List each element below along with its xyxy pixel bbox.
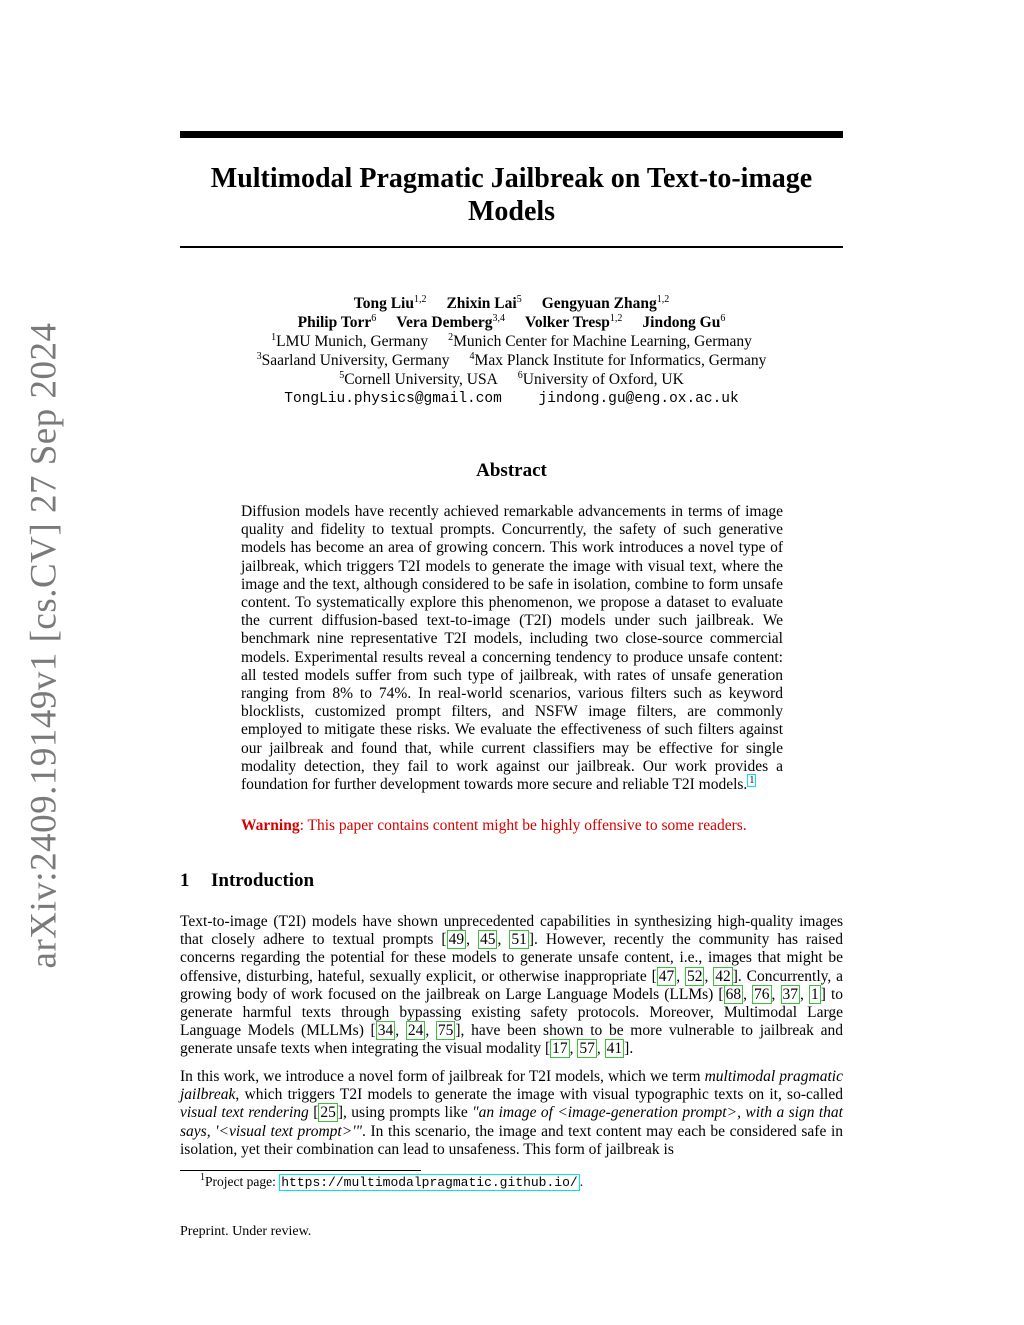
citation-link[interactable]: 57 bbox=[579, 1040, 595, 1058]
author-name-text: Gengyuan Zhang bbox=[541, 295, 657, 312]
footnote-mark: 1 bbox=[200, 1172, 205, 1183]
paragraph-text: In this work, we introduce a novel form of jailbreak for T2I models, which we term bbox=[180, 1068, 705, 1085]
affiliation bbox=[518, 371, 684, 388]
author-name-text: Vera Demberg bbox=[396, 314, 493, 331]
author-affiliation-mark: 6 bbox=[720, 313, 726, 324]
abstract-body bbox=[241, 503, 783, 794]
affiliation bbox=[271, 333, 428, 350]
affiliation-row bbox=[180, 370, 843, 389]
citation-link[interactable]: 17 bbox=[552, 1040, 568, 1058]
emails bbox=[180, 390, 843, 409]
affiliation-mark: 6 bbox=[517, 370, 523, 381]
affiliation-name: Max Planck Institute for Informatics, Germany bbox=[474, 352, 767, 369]
author-affiliation-mark: 6 bbox=[371, 313, 377, 324]
paragraph-text: , bbox=[466, 931, 478, 949]
paragraph-text: , bbox=[704, 967, 714, 985]
emphasis-text: multimodal pragmatic jailbreak bbox=[180, 1068, 843, 1104]
section-heading bbox=[180, 870, 843, 892]
footnote-rule bbox=[180, 1170, 421, 1171]
preprint-note: Preprint. Under review. bbox=[180, 1224, 312, 1239]
author-name bbox=[525, 314, 622, 331]
affiliation-mark: 2 bbox=[448, 332, 454, 343]
citation-link[interactable]: 52 bbox=[686, 967, 703, 985]
title-top-rule bbox=[180, 131, 843, 138]
affiliation-name: Munich Center for Machine Learning, Germany bbox=[453, 333, 752, 350]
title-line-1: Multimodal Pragmatic Jailbreak on Text-to-image bbox=[210, 163, 813, 194]
affiliation-mark: 4 bbox=[469, 351, 475, 362]
author-affiliation-mark: 1,2 bbox=[609, 313, 623, 324]
author-name bbox=[354, 295, 427, 312]
paragraph-text: , bbox=[596, 1040, 605, 1058]
author-name bbox=[642, 314, 725, 331]
title-line-2: Models bbox=[467, 196, 556, 227]
paragraph-text: Text-to-image (T2I) models have shown unprecedented capabilities in synthesizing high-quality images that closely adhere to textual prompts [ bbox=[180, 913, 843, 949]
citation-link[interactable]: 75 bbox=[437, 1022, 454, 1040]
content-warning bbox=[241, 817, 801, 835]
affiliation-row bbox=[180, 351, 843, 370]
citation-link[interactable]: 41 bbox=[606, 1040, 623, 1058]
footnote bbox=[200, 1174, 583, 1190]
affiliation-mark: 5 bbox=[339, 370, 345, 381]
citation-link[interactable]: 37 bbox=[782, 985, 799, 1003]
author-affiliation-mark: 1,2 bbox=[656, 294, 670, 305]
author-affiliation-mark: 3,4 bbox=[492, 313, 506, 324]
author-name bbox=[396, 314, 505, 331]
author-name-text: Volker Tresp bbox=[525, 314, 610, 331]
citation-link[interactable]: 34 bbox=[377, 1022, 394, 1040]
warning-label: Warning bbox=[241, 817, 300, 834]
paragraph-text: , bbox=[800, 985, 809, 1003]
citation-link[interactable]: 49 bbox=[448, 931, 465, 949]
affiliation bbox=[470, 352, 767, 369]
section-title: Introduction bbox=[211, 870, 315, 891]
authors-row-1 bbox=[180, 294, 843, 313]
paragraph-text: , bbox=[425, 1022, 436, 1040]
paragraph-text: ], have been shown to be more vulnerable to jailbreak and generate unsafe texts when integrating the visual modality [ bbox=[180, 1022, 844, 1058]
paragraph-text: , bbox=[395, 1022, 406, 1040]
author-name-text: Jindong Gu bbox=[642, 314, 721, 331]
author-block bbox=[180, 294, 843, 409]
affiliation-row bbox=[180, 332, 843, 351]
paragraph-text: ], using prompts like bbox=[337, 1104, 473, 1122]
paragraph-text: ]. Concurrently, a growing body of work focused on the jailbreak on Large Language Models (LLMs) [ bbox=[180, 967, 844, 1003]
citation-link[interactable]: 25 bbox=[320, 1104, 336, 1122]
citation-link[interactable]: 47 bbox=[658, 967, 675, 985]
author-name bbox=[542, 295, 670, 312]
affiliation-name: Saarland University, Germany bbox=[261, 352, 450, 369]
paragraph-text: , bbox=[497, 931, 510, 949]
warning-text: : This paper contains content might be highly offensive to some readers. bbox=[299, 817, 747, 834]
affiliation-mark: 3 bbox=[256, 351, 262, 362]
paragraph-text: , bbox=[771, 985, 781, 1003]
paper-title bbox=[180, 162, 843, 228]
affiliation-name: Cornell University, USA bbox=[344, 371, 498, 388]
footnote-end: . bbox=[579, 1174, 584, 1189]
footnote-label: Project page: bbox=[205, 1174, 280, 1189]
paragraph-text: , bbox=[743, 985, 753, 1003]
citation-link[interactable]: 51 bbox=[511, 931, 527, 949]
emphasis-text: "an image of <image-generation prompt>, with a sign that says, '<visual text prompt>'" bbox=[180, 1104, 843, 1140]
arxiv-identifier: arXiv:2409.19149v1 [cs.CV] 27 Sep 2024 bbox=[23, 322, 65, 968]
author-name-text: Philip Torr bbox=[297, 314, 372, 331]
paragraph-text: [ bbox=[308, 1104, 319, 1122]
affiliation-mark: 1 bbox=[271, 332, 277, 343]
project-page-link[interactable]: https://multimodalpragmatic.github.io/ bbox=[281, 1175, 578, 1190]
affiliation-name: LMU Munich, Germany bbox=[276, 333, 429, 350]
intro-paragraph-1 bbox=[180, 913, 843, 1059]
citation-link[interactable]: 42 bbox=[715, 967, 731, 985]
author-affiliation-mark: 1,2 bbox=[413, 294, 427, 305]
paragraph-text: , which triggers T2I models to generate the image with visual typographic texts on it, so-called bbox=[235, 1086, 843, 1104]
affiliation bbox=[339, 371, 498, 388]
paragraph-text: . In this scenario, the image and text content may each be considered safe in isolation, yet their combination can lead to unsafeness. This form of jailbreak is bbox=[180, 1122, 843, 1158]
email-2[interactable]: jindong.gu@eng.ox.ac.uk bbox=[538, 391, 739, 407]
intro-paragraph-2 bbox=[180, 1068, 843, 1159]
paragraph-text: , bbox=[676, 967, 685, 985]
paragraph-text: ]. However, recently the community has raised concerns regarding the potential for these models to generate unsafe content, i.e., images that might be offensive, disturbing, hateful, sexually explicit, or otherwise inappropriate [ bbox=[180, 931, 844, 985]
abstract-text: Diffusion models have recently achieved remarkable advancements in terms of image quality and fidelity to textual prompts. Concurrently, the safety of such generative models has become an area of growing concern. This work introduces a novel type of jailbreak, which triggers T2I models to generate the image with visual text, where the image and the text, although considered to be safe in isolation, combine to form unsafe content. To systematically explore this phenomenon, we propose a dataset to evaluate the current diffusion-based text-to-image (T2I) models under such jailbreak. We benchmark nine representative T2I models, including two close-source commercial models. Experimental results reveal a concerning tendency to produce unsafe content: all tested models suffer from such type of jailbreak, with rates of unsafe generation ranging from 8% to 74%. In real-world scenarios, various filters such as keyword blocklists, customized prompt filters, and NSFW image filters, are commonly employed to mitigate these risks. We evaluate the effectiveness of such filters against our jailbreak and found that, while current classifiers may be effective for single modality detection, they fail to work against our jailbreak. Our work provides a foundation for further development towards more secure and reliable T2I models. bbox=[241, 503, 783, 794]
affiliation-name: University of Oxford, UK bbox=[522, 371, 684, 388]
citation-link[interactable]: 24 bbox=[407, 1022, 424, 1040]
citation-link[interactable]: 68 bbox=[725, 985, 742, 1003]
author-affiliation-mark: 5 bbox=[516, 294, 522, 305]
affiliation bbox=[257, 352, 450, 369]
abstract-heading: Abstract bbox=[476, 460, 547, 481]
affiliations bbox=[180, 332, 843, 389]
authors-row-2 bbox=[180, 313, 843, 332]
author-name-text: Tong Liu bbox=[353, 295, 414, 312]
citation-link[interactable]: 45 bbox=[479, 931, 496, 949]
section-number: 1 bbox=[180, 870, 190, 891]
footnote-link[interactable]: 1 bbox=[749, 775, 755, 787]
author-name bbox=[298, 314, 377, 331]
paragraph-text: ] to generate harmful texts through bypassing existing safety protocols. Moreover, Multimodal Large Language Models (MLLMs) [ bbox=[180, 985, 844, 1040]
citation-link[interactable]: 1 bbox=[810, 985, 819, 1003]
paragraph-text: , bbox=[569, 1040, 578, 1058]
author-name-text: Zhixin Lai bbox=[446, 295, 517, 312]
title-bottom-rule bbox=[180, 246, 843, 248]
paragraph-text: ]. bbox=[624, 1040, 634, 1058]
author-name bbox=[446, 295, 521, 312]
citation-link[interactable]: 76 bbox=[754, 985, 770, 1003]
emphasis-text: visual text rendering bbox=[180, 1104, 309, 1122]
affiliation bbox=[448, 333, 752, 350]
email-1[interactable]: TongLiu.physics@gmail.com bbox=[284, 391, 502, 407]
